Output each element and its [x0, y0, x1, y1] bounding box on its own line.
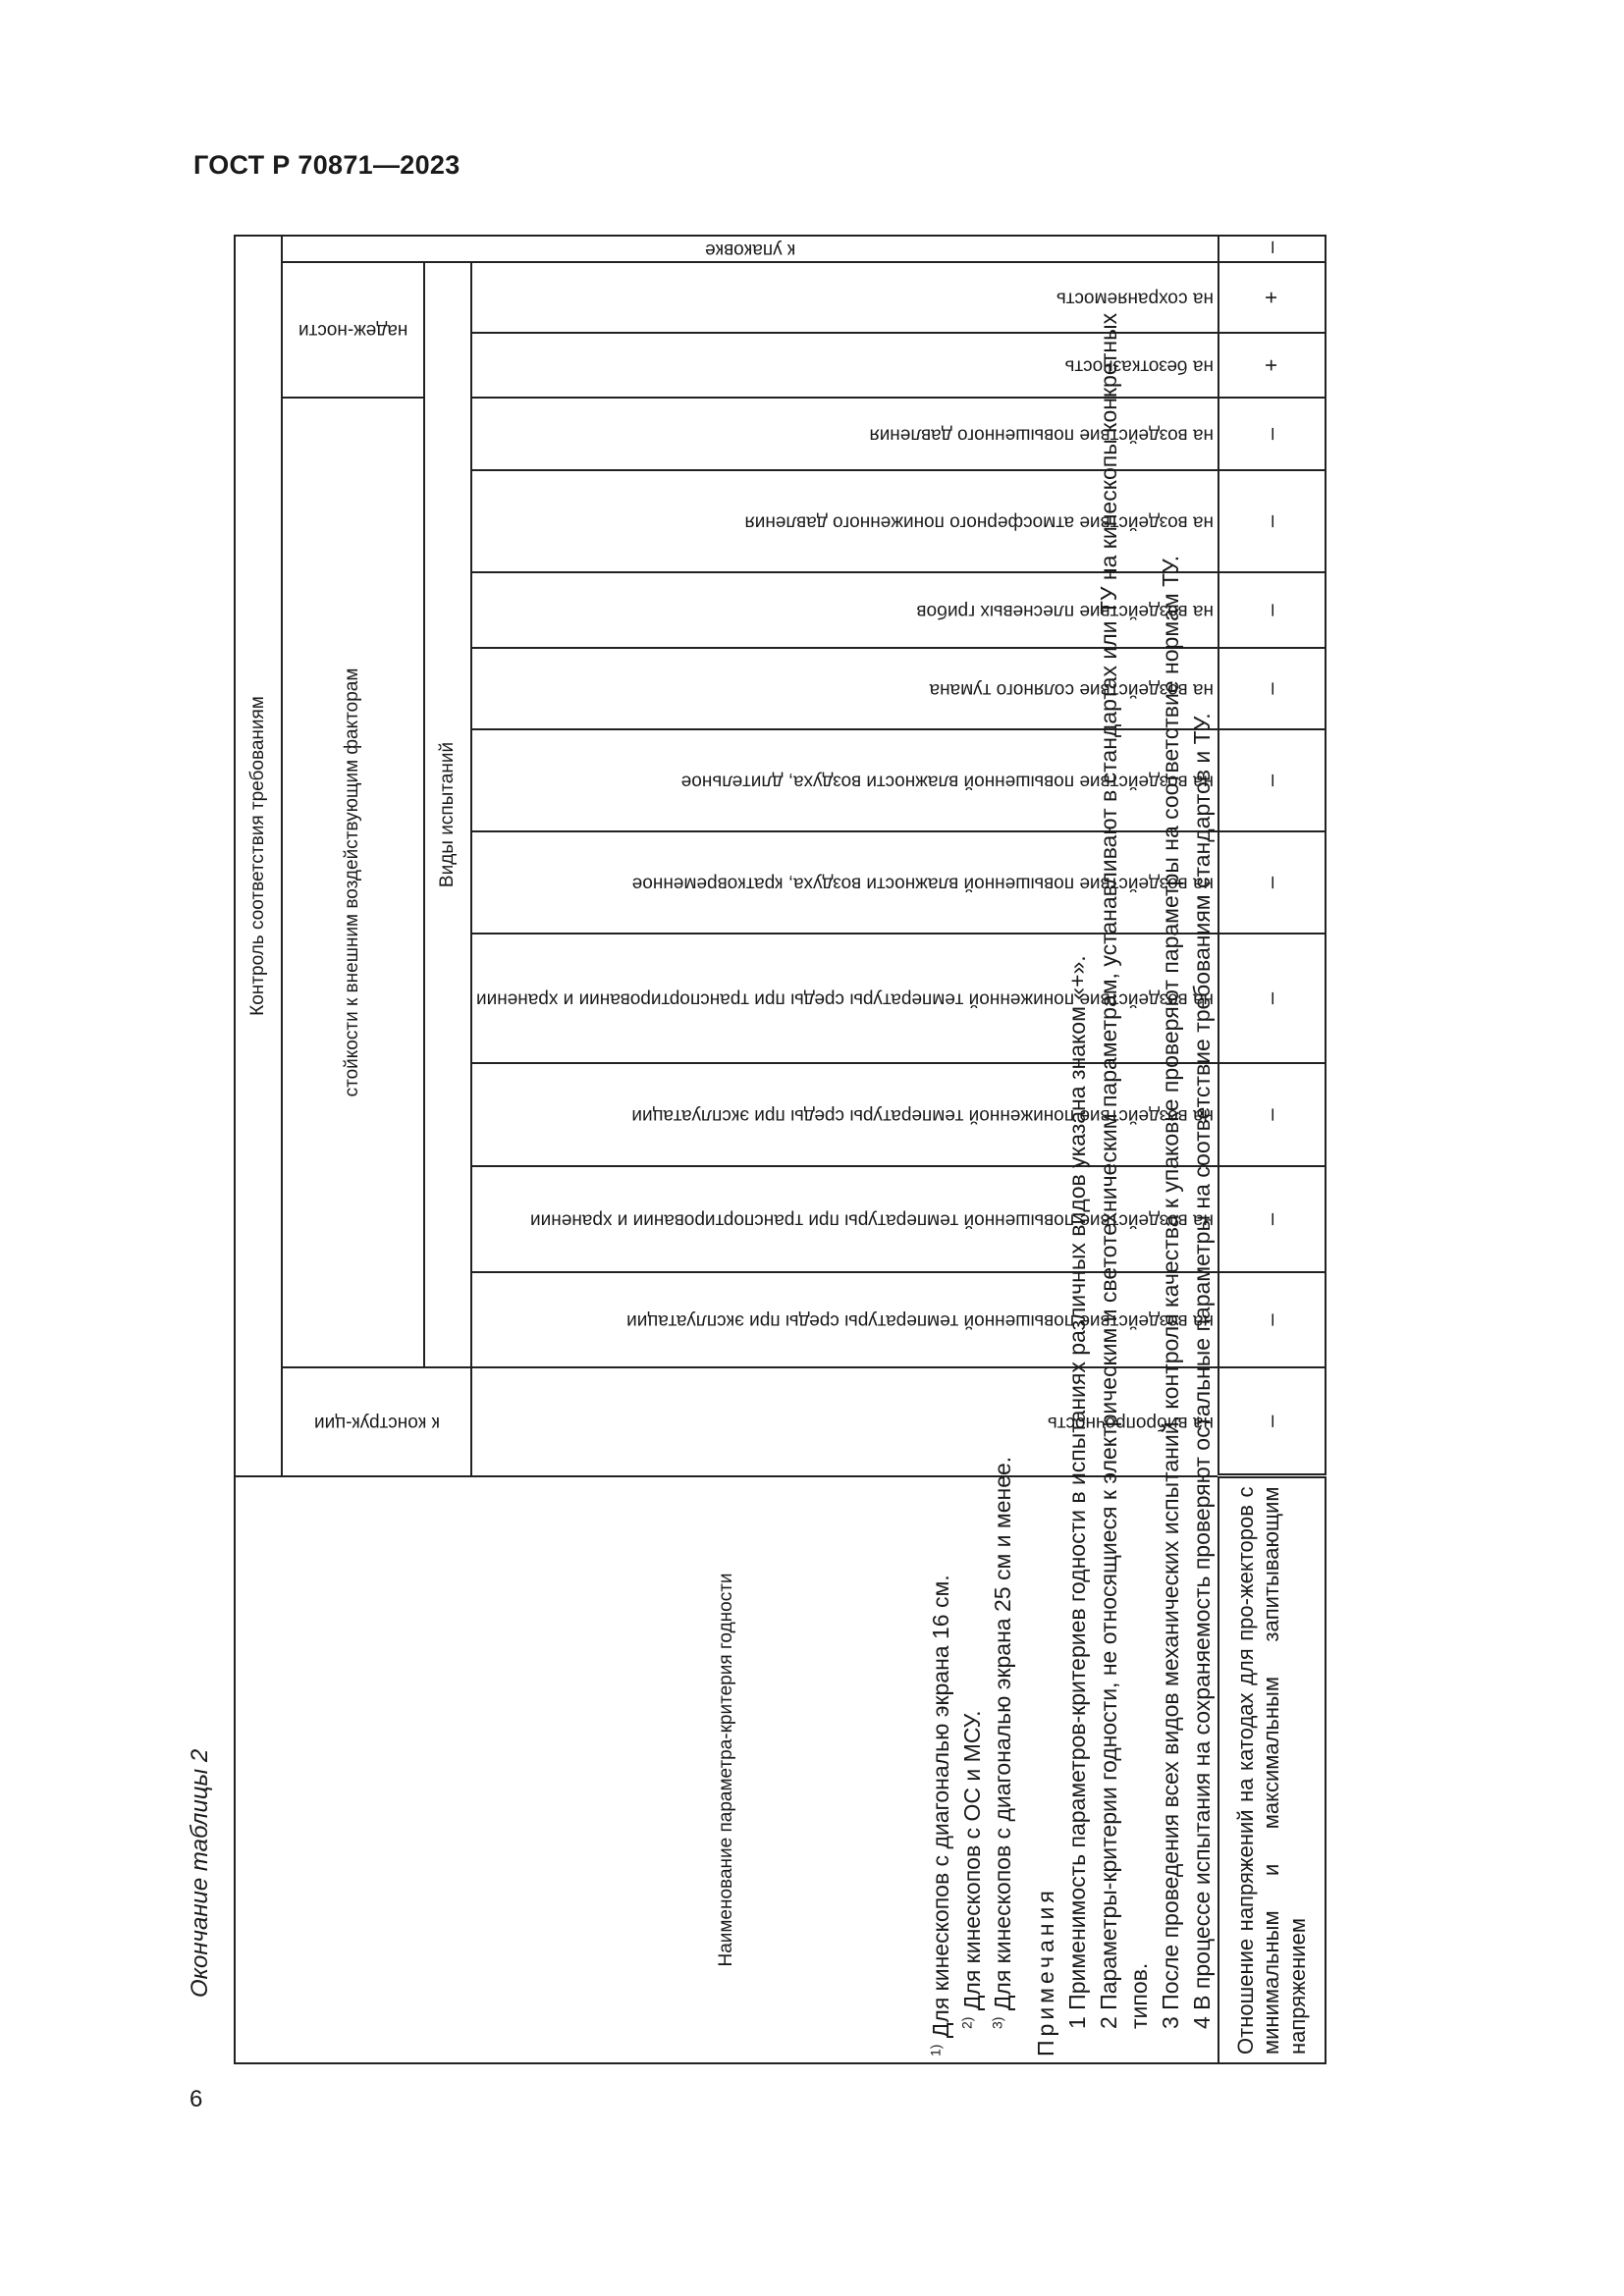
row-value: –	[1218, 1166, 1326, 1272]
test-low-pressure: на воздействие атмосферного пониженного давления	[471, 470, 1218, 572]
document-id: ГОСТ Р 70871—2023	[193, 150, 460, 180]
group-construction: к конструк-ции	[282, 1367, 471, 1476]
note-item: 2 Параметры-критерии годности, не относящиеся к электрическим и светотехническим параметрам, устанавливают в стандартах или ТУ на кинескопы конкретных типов.	[1095, 312, 1153, 2029]
test-types-header: Виды испытаний	[424, 262, 471, 1367]
test-high-temp-storage: на воздействие повышенной температуры при транспортировании и хранении	[471, 1166, 1218, 1272]
footnote: $^{2)}$ Для кинескопов с ОС и МСУ.	[958, 1710, 985, 2029]
test-high-temp-operation: на воздействие повышенной температуры среды при эксплуатации	[471, 1272, 1218, 1367]
row-parameter-name: Отношение напряжений на катодах для про-жекторов с минимальным и максимальным запитывающим напряжением	[1218, 1476, 1326, 2063]
notes-title: Примечания	[1033, 1887, 1059, 2056]
note-item: 4 В процессе испытания на сохраняемость проверяют остальные параметры на соответствие требованиям стандартов и ТУ.	[1188, 713, 1215, 2029]
row-value: –	[1218, 470, 1326, 572]
table-caption: Окончание таблицы 2	[187, 1748, 213, 1998]
test-reliability: на безотказность	[471, 333, 1218, 398]
row-value: –	[1218, 1272, 1326, 1367]
footnote: $^{3)}$ Для кинескопов с диагональю экрана 25 см и менее.	[989, 1456, 1016, 2029]
row-value: –	[1218, 572, 1326, 648]
row-value: +	[1218, 333, 1326, 398]
row-value: –	[1218, 934, 1326, 1063]
row-value: –	[1218, 729, 1326, 831]
table-row	[1218, 236, 1326, 2063]
test-low-temp-storage: на воздействие пониженной температуры среды при транспортировании и хранении	[471, 934, 1218, 1063]
row-value: –	[1218, 1367, 1326, 1476]
group-reliability: надеж-ности	[282, 262, 424, 398]
row-value: +	[1218, 262, 1326, 333]
test-low-temp-operation: на воздействие пониженной температуры среды при эксплуатации	[471, 1063, 1218, 1166]
row-value: –	[1218, 1063, 1326, 1166]
note-item: 3 После проведения всех видов механических испытаний, контроля качества к упаковке проверяют параметры на соответствие нормам ТУ.	[1158, 555, 1184, 2029]
test-mold: на воздействие плесневых грибов	[471, 572, 1218, 648]
footnote: $^{1)}$ Для кинескопов с диагональю экрана 16 см.	[927, 1575, 953, 2056]
test-humidity-short: на воздействие повышенной влажности воздуха, кратковременное	[471, 831, 1218, 934]
group-packaging: к упаковке	[282, 236, 1218, 262]
test-salt-fog: на воздействие соляного тумана	[471, 648, 1218, 729]
rotated-table-block	[234, 237, 1310, 2064]
row-value: –	[1218, 236, 1326, 262]
notes-block	[916, 244, 1218, 2056]
name-column-header: Наименование параметра-критерия годности	[235, 1476, 1218, 2063]
test-storability: на сохраняемость	[471, 262, 1218, 333]
test-humidity-long: на воздействие повышенной влажности воздуха, длительное	[471, 729, 1218, 831]
row-value: –	[1218, 648, 1326, 729]
note-item: 1 Применимость параметров-критериев годности в испытаниях различных видов указана знаком «+».	[1063, 955, 1090, 2029]
group-external-factors: стойкости к внешним воздействующим факторам	[282, 398, 424, 1367]
test-high-pressure: на воздействие повышенного давления	[471, 398, 1218, 470]
row-value: –	[1218, 398, 1326, 470]
page-number: 6	[189, 2086, 203, 2112]
control-header: Контроль соответствия требованиям	[235, 236, 282, 1476]
row-value: –	[1218, 831, 1326, 934]
test-vibration: на вибропрочность	[471, 1367, 1218, 1476]
